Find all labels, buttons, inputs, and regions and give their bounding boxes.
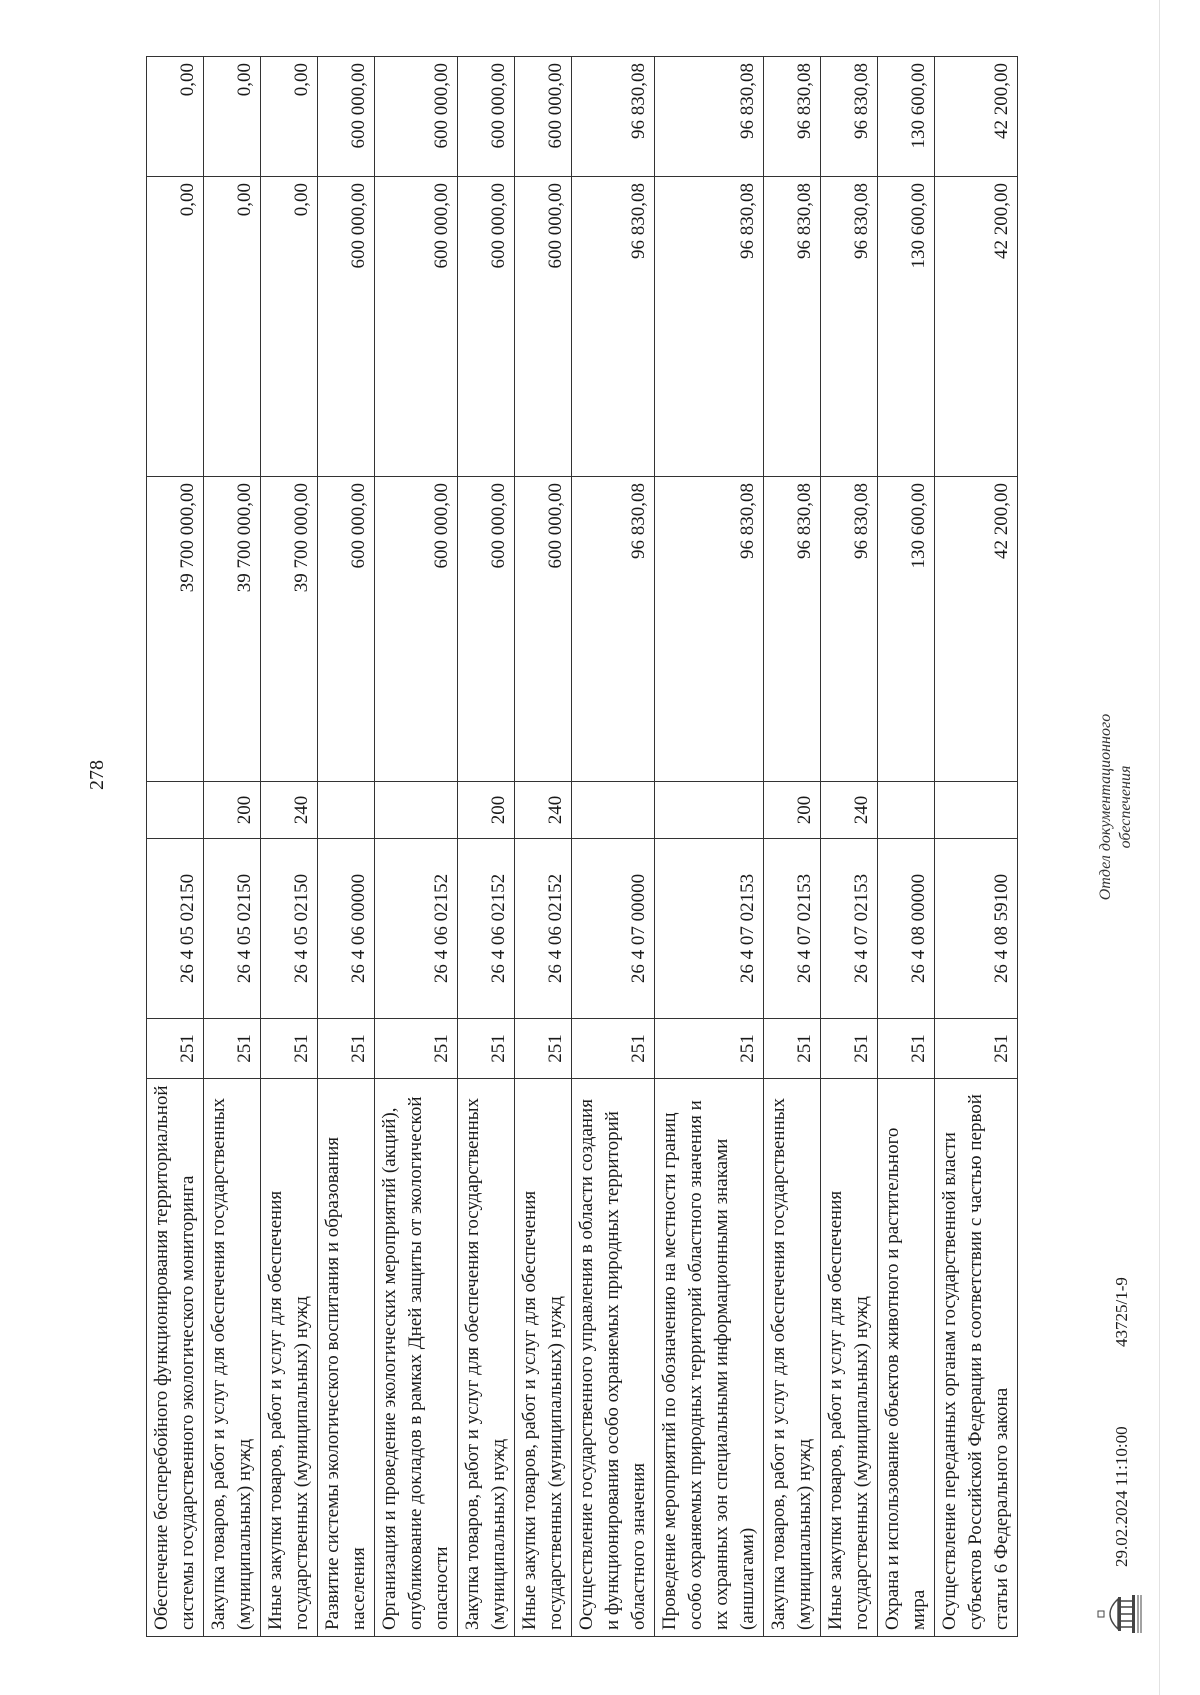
row-amount-year3-cell: 96 830,08	[655, 57, 764, 177]
row-amount-year2-cell: 0,00	[204, 177, 261, 477]
row-name-cell: Закупка товаров, работ и услуг для обеспечения государственных (муниципальных) нужд	[458, 1079, 515, 1637]
duma-logo-icon	[1096, 1591, 1142, 1637]
row-section-cell: 251	[821, 1019, 878, 1079]
row-amount-year3-cell: 600 000,00	[318, 57, 375, 177]
row-name-cell: Иные закупки товаров, работ и услуг для обеспечения государственных (муниципальных) нужд	[261, 1079, 318, 1637]
table-row	[764, 57, 821, 1637]
table-row	[318, 57, 375, 1637]
row-target-code-cell: 26 4 06 02152	[375, 839, 458, 1019]
row-section-cell: 251	[147, 1019, 204, 1079]
table-row	[572, 57, 655, 1637]
row-target-code-cell: 26 4 07 02153	[821, 839, 878, 1019]
table-row	[261, 57, 318, 1637]
row-amount-year2-cell: 96 830,08	[655, 177, 764, 477]
row-amount-year1-cell: 39 700 000,00	[147, 477, 204, 782]
row-expense-type-cell	[655, 782, 764, 839]
row-target-code-cell: 26 4 06 02152	[458, 839, 515, 1019]
row-section-cell: 251	[515, 1019, 572, 1079]
row-amount-year1-cell: 600 000,00	[458, 477, 515, 782]
row-section-cell: 251	[655, 1019, 764, 1079]
row-amount-year1-cell: 96 830,08	[655, 477, 764, 782]
budget-table	[146, 56, 1018, 1637]
row-section-cell: 251	[375, 1019, 458, 1079]
row-amount-year2-cell: 0,00	[147, 177, 204, 477]
table-row	[878, 57, 935, 1637]
rotated-page	[0, 5, 1200, 1695]
row-amount-year3-cell: 130 600,00	[878, 57, 935, 177]
row-amount-year2-cell: 600 000,00	[515, 177, 572, 477]
row-name-cell: Закупка товаров, работ и услуг для обеспечения государственных (муниципальных) нужд	[764, 1079, 821, 1637]
row-amount-year3-cell: 42 200,00	[935, 57, 1018, 177]
row-amount-year3-cell: 600 000,00	[458, 57, 515, 177]
row-expense-type-cell	[375, 782, 458, 839]
row-name-cell: Иные закупки товаров, работ и услуг для обеспечения государственных (муниципальных) нужд	[821, 1079, 878, 1637]
row-amount-year1-cell: 42 200,00	[935, 477, 1018, 782]
row-amount-year2-cell: 0,00	[261, 177, 318, 477]
page-footer	[1090, 57, 1180, 1637]
table-row	[655, 57, 764, 1637]
row-section-cell: 251	[572, 1019, 655, 1079]
row-section-cell: 251	[261, 1019, 318, 1079]
table-row	[375, 57, 458, 1637]
row-section-cell: 251	[318, 1019, 375, 1079]
row-name-cell: Организация и проведение экологических мероприятий (акций), опубликование докладов в рамках Дней защиты от экологической опасности	[375, 1079, 458, 1637]
row-target-code-cell: 26 4 06 02152	[515, 839, 572, 1019]
row-amount-year1-cell: 96 830,08	[821, 477, 878, 782]
row-target-code-cell: 26 4 07 02153	[655, 839, 764, 1019]
row-expense-type-cell	[935, 782, 1018, 839]
row-amount-year3-cell: 600 000,00	[515, 57, 572, 177]
department-stamp	[1096, 637, 1136, 977]
row-amount-year1-cell: 39 700 000,00	[204, 477, 261, 782]
row-amount-year3-cell: 0,00	[204, 57, 261, 177]
table-row	[515, 57, 572, 1637]
row-amount-year1-cell: 39 700 000,00	[261, 477, 318, 782]
row-target-code-cell: 26 4 05 02150	[204, 839, 261, 1019]
row-target-code-cell: 26 4 05 02150	[147, 839, 204, 1019]
row-name-cell: Обеспечение бесперебойного функционирования территориальной системы государственного экологического мониторинга	[147, 1079, 204, 1637]
row-amount-year3-cell: 96 830,08	[821, 57, 878, 177]
row-amount-year2-cell: 130 600,00	[878, 177, 935, 477]
row-name-cell: Осуществление переданных органам государственной власти субъектов Российской Федерации в соответствии с частью первой статьи 6 Федерального закона	[935, 1079, 1018, 1637]
row-section-cell: 251	[878, 1019, 935, 1079]
row-expense-type-cell: 200	[764, 782, 821, 839]
row-expense-type-cell: 200	[204, 782, 261, 839]
stamp-line-1: Отдел документационного	[1097, 713, 1114, 901]
row-amount-year2-cell: 96 830,08	[764, 177, 821, 477]
table-row	[935, 57, 1018, 1637]
table-row	[821, 57, 878, 1637]
row-expense-type-cell: 240	[261, 782, 318, 839]
row-amount-year1-cell: 130 600,00	[878, 477, 935, 782]
row-section-cell: 251	[764, 1019, 821, 1079]
stamp-line-2: обеспечения	[1117, 765, 1134, 849]
row-name-cell: Иные закупки товаров, работ и услуг для обеспечения государственных (муниципальных) нужд	[515, 1079, 572, 1637]
row-target-code-cell: 26 4 08 00000	[878, 839, 935, 1019]
row-expense-type-cell	[318, 782, 375, 839]
row-name-cell: Проведение мероприятий по обозначению на местности границ особо охраняемых природных территорий областного значения и их охранных зон специальными информационными знаками (аншлагами)	[655, 1079, 764, 1637]
table-row	[458, 57, 515, 1637]
row-section-cell: 251	[458, 1019, 515, 1079]
row-expense-type-cell: 240	[821, 782, 878, 839]
footer-doc-number: 43725/1-9	[1112, 1277, 1131, 1347]
row-expense-type-cell: 200	[458, 782, 515, 839]
row-amount-year3-cell: 96 830,08	[572, 57, 655, 177]
row-amount-year1-cell: 600 000,00	[318, 477, 375, 782]
table-row	[147, 57, 204, 1637]
row-name-cell: Закупка товаров, работ и услуг для обеспечения государственных (муниципальных) нужд	[204, 1079, 261, 1637]
table-row	[204, 57, 261, 1637]
row-amount-year1-cell: 96 830,08	[572, 477, 655, 782]
row-amount-year2-cell: 96 830,08	[821, 177, 878, 477]
row-amount-year3-cell: 0,00	[261, 57, 318, 177]
row-amount-year2-cell: 42 200,00	[935, 177, 1018, 477]
row-amount-year1-cell: 96 830,08	[764, 477, 821, 782]
row-target-code-cell: 26 4 07 00000	[572, 839, 655, 1019]
row-expense-type-cell	[147, 782, 204, 839]
row-amount-year2-cell: 600 000,00	[318, 177, 375, 477]
budget-table-body	[147, 57, 1018, 1637]
row-name-cell: Осуществление государственного управления в области создания и функционирования особо охраняемых природных территорий областного значения	[572, 1079, 655, 1637]
row-target-code-cell: 26 4 08 59100	[935, 839, 1018, 1019]
row-target-code-cell: 26 4 07 02153	[764, 839, 821, 1019]
row-target-code-cell: 26 4 05 02150	[261, 839, 318, 1019]
row-section-cell: 251	[204, 1019, 261, 1079]
row-amount-year3-cell: 600 000,00	[375, 57, 458, 177]
row-amount-year3-cell: 0,00	[147, 57, 204, 177]
row-amount-year1-cell: 600 000,00	[375, 477, 458, 782]
row-name-cell: Развитие системы экологического воспитания и образования населения	[318, 1079, 375, 1637]
row-target-code-cell: 26 4 06 00000	[318, 839, 375, 1019]
row-expense-type-cell	[572, 782, 655, 839]
row-expense-type-cell: 240	[515, 782, 572, 839]
row-amount-year2-cell: 600 000,00	[375, 177, 458, 477]
row-name-cell: Охрана и использование объектов животного и растительного мира	[878, 1079, 935, 1637]
row-amount-year3-cell: 96 830,08	[764, 57, 821, 177]
row-section-cell: 251	[935, 1019, 1018, 1079]
row-amount-year2-cell: 600 000,00	[458, 177, 515, 477]
footer-date: 29.02.2024 11:10:00	[1112, 1426, 1131, 1567]
row-expense-type-cell	[878, 782, 935, 839]
row-amount-year1-cell: 600 000,00	[515, 477, 572, 782]
row-amount-year2-cell: 96 830,08	[572, 177, 655, 477]
page-number: 278	[86, 760, 108, 790]
